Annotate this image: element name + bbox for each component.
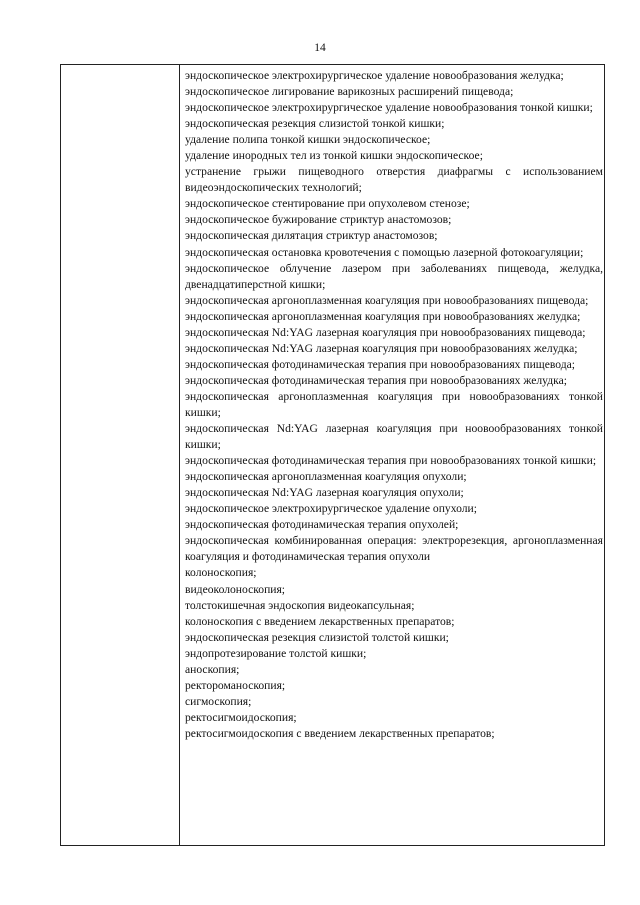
procedure-entry: ректороманоскопия;: [185, 678, 286, 692]
procedure-entry: эндоскопическая Nd:YAG лазерная коагуляция при ноовообразованиях тонкой кишки;: [185, 422, 603, 452]
procedure-entry: эндоскопическая аргоноплазменная коагуляция при новообразованиях пищевода;: [185, 293, 589, 307]
procedure-list: [185, 68, 603, 742]
procedure-entry: эндоскопическое бужирование стриктур анастомозов;: [185, 213, 452, 227]
procedure-entry: толстокишечная эндоскопия видеокапсульная;: [185, 598, 415, 612]
procedure-entry: эндоскопическое электрохирургическое удаление новообразования желудка;: [185, 69, 564, 82]
column-divider: [179, 65, 180, 845]
procedure-entry: эндоскопическая остановка кровотечения с помощью лазерной фотокоагуляции;: [185, 245, 584, 259]
procedure-entry: эндоскопическая дилятация стриктур анастомозов;: [185, 229, 438, 243]
procedure-entry: эндоскопическая фотодинамическая терапия при новообразованиях тонкой кишки;: [185, 454, 597, 468]
procedure-entry: эндопротезирование толстой кишки;: [185, 646, 367, 660]
procedure-entry: аноскопия;: [185, 662, 240, 676]
procedure-entry: эндоскопическая фотодинамическая терапия при новообразованиях желудка;: [185, 373, 567, 387]
procedure-entry: ректосигмоидоскопия;: [185, 710, 297, 724]
procedure-entry: эндоскопическая фотодинамическая терапия при новообразованиях пищевода;: [185, 357, 575, 371]
procedure-entry: видеоколоноскопия;: [185, 582, 286, 596]
procedure-entry: эндоскопическая Nd:YAG лазерная коагуляция опухоли;: [185, 486, 464, 500]
procedure-entry: эндоскопическое лигирование варикозных расширений пищевода;: [185, 85, 514, 99]
procedure-entry: удаление инородных тел из тонкой кишки эндоскопическое;: [185, 149, 483, 163]
procedure-entry: колоноскопия с введением лекарственных препаратов;: [185, 614, 455, 628]
procedure-entry: эндоскопическое электрохирургическое удаление новообразования тонкой кишки;: [185, 101, 593, 115]
procedure-entry: удаление полипа тонкой кишки эндоскопическое;: [185, 133, 431, 147]
procedure-entry: ректосигмоидоскопия с введением лекарственных препаратов;: [185, 726, 495, 740]
procedure-entry: эндоскопическая Nd:YAG лазерная коагуляция при новообразованиях желудка;: [185, 341, 578, 355]
procedure-entry: эндоскопическая аргоноплазменная коагуляция при новообразованиях желудка;: [185, 309, 581, 323]
procedure-entry: эндоскопическая Nd:YAG лазерная коагуляция при новообразованиях пищевода;: [185, 325, 586, 339]
procedure-entry: эндоскопическое электрохирургическое удаление опухоли;: [185, 502, 477, 516]
procedure-entry: сигмоскопия;: [185, 694, 252, 708]
procedure-entry: эндоскопическое стентирование при опухолевом стенозе;: [185, 197, 470, 211]
procedure-entry: эндоскопическая резекция слизистой толстой кишки;: [185, 630, 449, 644]
procedure-entry: эндоскопическая аргоноплазменная коагуляция при новообразованиях тонкой кишки;: [185, 389, 603, 419]
page-number: 14: [314, 42, 326, 54]
procedure-entry: эндоскопическая комбинированная операция: электрорезекция, аргоноплазменная коагуляция и фотодинамическая терапия опухоли: [185, 534, 603, 564]
procedure-entry: эндоскопическое облучение лазером при заболеваниях пищевода, желудка, двенадцатиперстной кишки;: [185, 261, 603, 291]
procedures-table: [60, 64, 605, 846]
procedure-entry: устранение грыжи пищеводного отверстия диафрагмы с использованием видеоэндоскопических технологий;: [185, 165, 603, 195]
procedure-entry: эндоскопическая резекция слизистой тонкой кишки;: [185, 117, 445, 131]
procedure-entry: эндоскопическая фотодинамическая терапия опухолей;: [185, 518, 459, 532]
procedure-entry: эндоскопическая аргоноплазменная коагуляция опухоли;: [185, 470, 467, 484]
procedure-entry: колоноскопия;: [185, 566, 257, 580]
